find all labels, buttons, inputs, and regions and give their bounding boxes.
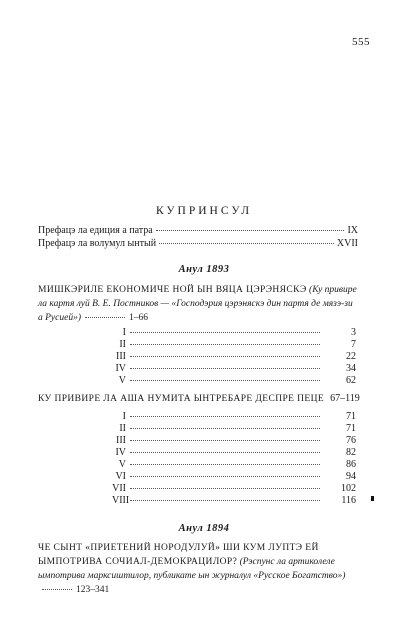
- entry-page: 71: [346, 423, 356, 434]
- entry-page: 1–66: [129, 313, 148, 323]
- toc-subentry[interactable]: [112, 423, 356, 434]
- entry-page: 62: [346, 375, 356, 386]
- section-number: V: [118, 375, 126, 386]
- entry-label: Префацэ ла волумул ынтый: [38, 238, 157, 249]
- leader-dots: [130, 368, 320, 369]
- section-number: IV: [115, 363, 126, 374]
- entry-page: 102: [341, 483, 356, 494]
- entry-title: ЧЕ СЫНТ «ПРИЕТЕНИЙ НОРОДУЛУЙ» ШИ КУМ ЛУПТЭ ЕЙ ЫМПОТРИВА СОЧИАЛ-ДЕМОКРАЦИЛОР?: [38, 543, 319, 567]
- leader-dots: [130, 356, 320, 357]
- entry-page: 7: [351, 339, 356, 350]
- toc-subentry[interactable]: [112, 459, 356, 470]
- toc-subentry[interactable]: [112, 327, 356, 338]
- section-number: I: [122, 411, 126, 422]
- section-number: VIII: [112, 495, 130, 506]
- entry-page: 71: [346, 411, 356, 422]
- leader-dots: [130, 476, 320, 477]
- entry-page: IX: [347, 225, 358, 236]
- toc-entry-1894-main[interactable]: [38, 541, 358, 597]
- toc-subentry[interactable]: [112, 351, 356, 362]
- section-number: I: [122, 327, 126, 338]
- leader-dots: [159, 243, 334, 244]
- section-number: III: [116, 351, 126, 362]
- entry-page: 67–119: [330, 393, 360, 404]
- entry-page: 123–341: [76, 585, 110, 595]
- entry-page: 76: [346, 435, 356, 446]
- leader-dots: [130, 416, 320, 417]
- year-heading-1894: Анул 1894: [178, 523, 230, 534]
- toc-subentry[interactable]: [112, 339, 356, 350]
- leader-dots: [130, 332, 320, 333]
- leader-dots: [130, 464, 320, 465]
- leader-dots: [156, 230, 345, 231]
- leader-dots: [42, 589, 72, 590]
- toc-subentry[interactable]: [112, 411, 356, 422]
- toc-subentry[interactable]: [112, 495, 356, 506]
- section-number: II: [119, 339, 126, 350]
- entry-subtitle: (Рэспунс ла артиколеле ымпотрива марксиштилор, публикате ын журналул «Русское Богатство»): [38, 557, 346, 581]
- toc-title: КУПРИНСУЛ: [155, 205, 253, 217]
- section-number: II: [119, 423, 126, 434]
- toc-entry-1893-second[interactable]: [38, 393, 358, 404]
- entry-page: 22: [346, 351, 356, 362]
- leader-dots: [130, 380, 320, 381]
- leader-dots: [130, 500, 320, 501]
- section-number: V: [118, 459, 126, 470]
- entry-page: 34: [346, 363, 356, 374]
- entry-title: КУ ПРИВИРЕ ЛА АША НУМИТА ЫНТРЕБАРЕ ДЕСПРЕ ПЕЦЕ: [38, 394, 325, 404]
- leader-dots: [130, 488, 320, 489]
- entry-page: 116: [341, 495, 356, 506]
- entry-page: 82: [346, 447, 356, 458]
- entry-page: XVII: [336, 238, 358, 249]
- leader-dots: [85, 317, 125, 318]
- leader-dots: [130, 428, 320, 429]
- ink-mark: [371, 496, 374, 501]
- toc-subentry[interactable]: [112, 483, 356, 494]
- leader-dots: [130, 440, 320, 441]
- toc-subentry[interactable]: [112, 375, 356, 386]
- leader-dots: [130, 452, 320, 453]
- toc-subentry[interactable]: [112, 363, 356, 374]
- year-heading-1893: Анул 1893: [178, 264, 230, 275]
- toc-entry-preface-4[interactable]: [38, 225, 358, 236]
- toc-subentry[interactable]: [112, 471, 356, 482]
- page-number: 555: [352, 36, 370, 48]
- entry-page: 94: [346, 471, 356, 482]
- toc-subentry[interactable]: [112, 435, 356, 446]
- entry-label: Префацэ ла едиция а патра: [38, 225, 153, 236]
- section-number: VI: [115, 471, 126, 482]
- section-number: III: [116, 435, 126, 446]
- entry-page: 86: [346, 459, 356, 470]
- entry-subtitle: (Ку привире ла картя луй В. Е. Постников — «Господэрия цэрэняскэ дин партя де мязэ-зи а Русией»): [38, 285, 357, 323]
- leader-dots: [130, 344, 320, 345]
- entry-title: МИШКЭРИЛЕ ЕКОНОМИЧЕ НОЙ ЫН ВЯЦА ЦЭРЭНЯСКЭ: [38, 285, 307, 295]
- entry-page: 3: [351, 327, 356, 338]
- toc-entry-preface-1[interactable]: [38, 238, 358, 249]
- section-number: VII: [112, 483, 126, 494]
- toc-subentry[interactable]: [112, 447, 356, 458]
- toc-entry-1893-main[interactable]: [38, 283, 358, 325]
- section-number: IV: [115, 447, 126, 458]
